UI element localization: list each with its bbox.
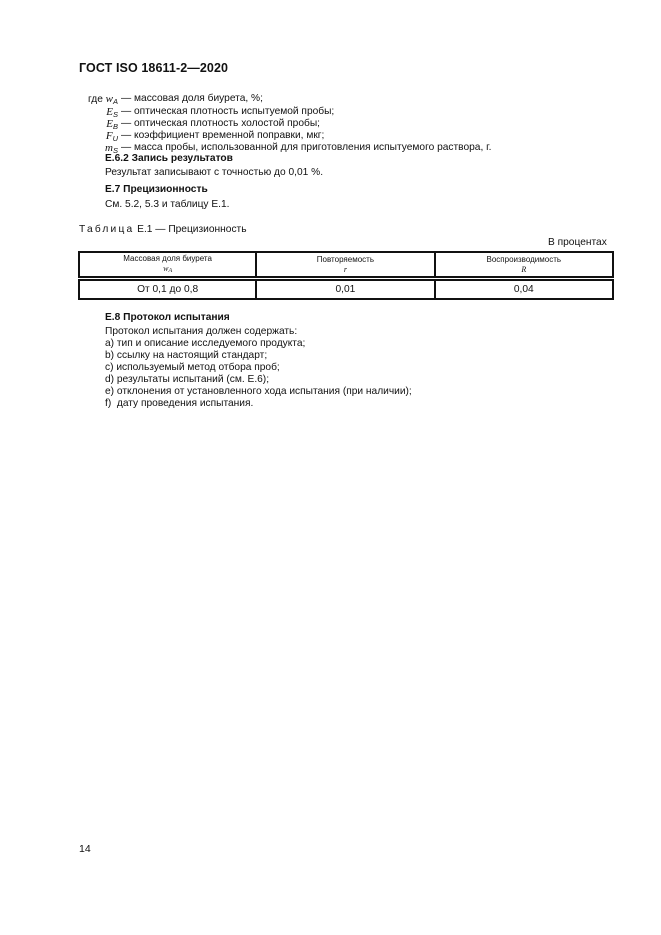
section-text-e7: См. 5.2, 5.3 и таблицу Е.1. [105,199,230,210]
variable-subscript: U [112,134,118,143]
where-intro: где [88,94,103,105]
table-row [79,279,613,300]
list-item: e) отклонения от установленного хода испытания (при наличии); [105,386,412,397]
variable-description: — оптическая плотность испытуемой пробы; [121,106,335,117]
variable-symbol: E [106,118,113,130]
variable-description: — коэффициент временной поправки, мкг; [121,130,325,141]
variable-description: — оптическая плотность холостой пробы; [121,118,321,129]
section-text-e62: Результат записывают с точностью до 0,01 %. [105,167,324,178]
column-header [256,252,434,279]
variable-description: — массовая доля биурета, %; [121,93,263,104]
table-header-row [79,252,613,279]
column-header-label: Воспроизводимость [486,254,562,264]
column-header [79,252,256,279]
section-intro-e8: Протокол испытания должен содержать: [105,326,298,337]
section-heading-e62: Е.6.2 Запись результатов [105,153,233,164]
table-cell: 0,04 [435,279,613,300]
variable-subscript: B [112,122,118,131]
variable-subscript: S [112,110,118,119]
column-header-label: Массовая доля биурета [123,253,212,263]
column-header-symbol: r [343,264,347,274]
variable-symbol: E [106,106,113,118]
table-caption [79,224,247,236]
variable-symbol: w [105,93,113,105]
table-cell: От 0,1 до 0,8 [79,279,256,300]
table-caption-label: Таблица [79,224,135,235]
column-header-label: Повторяемость [316,254,374,264]
table-units: В процентах [548,237,607,248]
table-caption-text: Е.1 — Прецизионность [134,224,247,235]
list-item: b) ссылку на настоящий стандарт; [105,350,268,361]
symbol-subscript: A [168,267,173,274]
list-item: f) дату проведения испытания. [105,398,254,409]
page-number: 14 [79,843,91,855]
variable-symbol: m [105,142,113,154]
list-item: a) тип и описание исследуемого продукта; [105,338,306,349]
variable-symbol: F [105,130,113,142]
variable-description: — масса пробы, использованной для приготовления испытуемого раствора, г. [121,142,492,153]
table-cell: 0,01 [256,279,434,300]
column-header-symbol: R [521,264,527,274]
variable-subscript: A [112,97,118,106]
symbol: w [163,263,169,273]
section-heading-e7: Е.7 Прецизионность [105,184,208,195]
section-heading-e8: Е.8 Протокол испытания [105,312,230,323]
precision-table [78,251,614,300]
column-header [435,252,613,279]
document-header: ГОСТ ISO 18611-2—2020 [79,61,229,75]
variable-subscript: S [112,146,118,155]
column-header-symbol [80,264,255,276]
list-item: c) используемый метод отбора проб; [105,362,280,373]
list-item: d) результаты испытаний (см. Е.6); [105,374,270,385]
